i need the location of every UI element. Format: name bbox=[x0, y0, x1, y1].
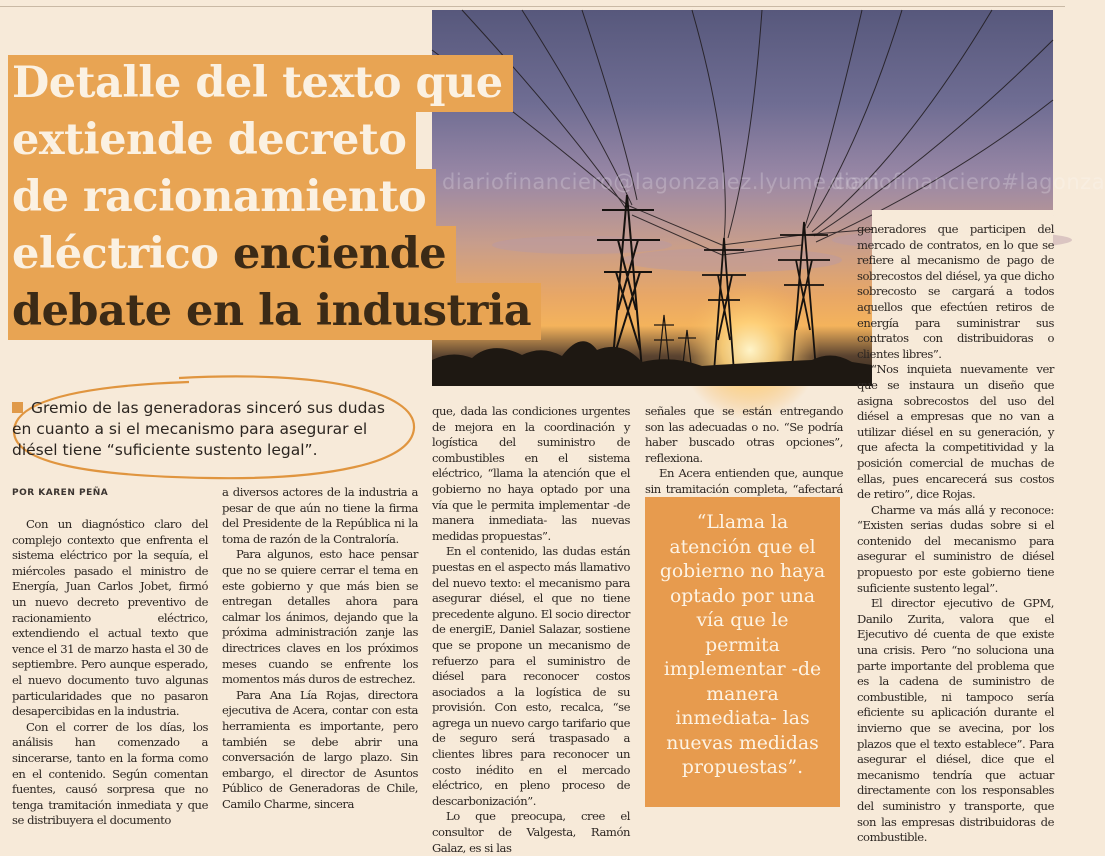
watermark-right: diariofinanciero#lagonza bbox=[830, 170, 1105, 194]
watermark-left: diariofinanciero@lagonzalez.lyume.com bbox=[442, 170, 880, 194]
paragraph: Con el correr de los días, los análisis han comenzado a sincerarse, tanto en la forma como en el contenido. Según comentan fuentes, causó sorpresa que no tenga tramitación inmediata y que se distribuyera el documento bbox=[12, 719, 208, 828]
square-bullet-icon bbox=[12, 402, 23, 413]
column-3 bbox=[432, 404, 630, 856]
top-rule bbox=[0, 6, 1065, 7]
paragraph: que, dada las condiciones urgentes de mejora en la coordinación y logística del suministro de combustibles en el sistema eléctrico, “llama la atención que el gobierno no haya optado por una vía que le permita implementar -de manera inmediata- las nuevas medidas propuestas”. bbox=[432, 404, 630, 543]
pull-quote: “Llama la atención que el gobierno no haya optado por una vía que le permita implementar -de manera inmediata- las nuevas medidas propuestas”. bbox=[645, 497, 840, 807]
headline-line-1: Detalle del texto que bbox=[8, 55, 608, 112]
paragraph: “Nos inquieta nuevamente ver que se instaura un diseño que asigna sobrecostos del uso del diésel a empresas que no van a utilizar diésel en su generación, y que afecta la competitividad y la posición comercial de muchas de ellas, pues encarecerá sus costos de retiro”, dice Rojas. bbox=[857, 362, 1054, 502]
headline bbox=[8, 55, 608, 340]
paragraph: En el contenido, las dudas están puestas en el aspecto más llamativo del nuevo texto: el mecanismo para asegurar diésel, el que no tiene precedente alguno. El socio director de energiE, Daniel Salazar, sostiene que se propone un mecanismo de refuerzo para el suministro de diésel para reconocer costos asociados a la logística de su provisión. Con esto, recalca, “se agrega un nuevo cargo tarifario que de seguro será traspasado a clientes libres para reconocer un costo inédito en el mercado eléctrico, en pleno proceso de descarbonización”. bbox=[432, 544, 630, 808]
paragraph: En Acera entienden que, aunque sin tramitación completa, “afectará bbox=[645, 466, 843, 496]
column-2 bbox=[222, 485, 418, 812]
column-1 bbox=[12, 517, 208, 829]
paragraph: Para algunos, esto hace pensar que no se quiere cerrar el tema en este gobierno y que más bien se entregan detalles ahora para calmar los ánimos, dejando que la próxima administración zanje las directrices claves en los próximos meses cuando se enfrente los momentos más duros de estrechez. bbox=[222, 547, 418, 687]
paragraph: generadores que participen del mercado de contratos, en lo que se refiere al mecanismo de pago de sobrecostos del diésel, ya que dicho sobrecosto se cargará a todos aquellos que efectúen retiros de energía para suministrar sus contratos con distribuidoras o clientes libres”. bbox=[857, 222, 1054, 361]
paragraph: Con un diagnóstico claro del complejo contexto que enfrenta el sistema eléctrico por la sequía, el miércoles pasado el ministro de Energía, Juan Carlos Jobet, firmó un nuevo decreto preventivo de racionamiento eléctrico, extendiendo el actual texto que vence el 31 de marzo hasta el 30 de septiembre. Pero aunque esperado, el nuevo documento tuvo algunas particularidades que no pasaron desapercibidas en la industria. bbox=[12, 517, 208, 719]
paragraph: Para Ana Lía Rojas, directora ejecutiva de Acera, contar con esta herramienta es importante, pero también se debe abrir una conversación de largo plazo. Sin embargo, el director de Asuntos Público de Generadoras de Chile, Camilo Charme, sincera bbox=[222, 687, 418, 811]
headline-line-5: debate en la industria bbox=[8, 283, 608, 340]
column-5 bbox=[857, 222, 1054, 846]
paragraph: señales que se están entregando son las adecuadas o no. “Se podría haber buscado otras opciones”, reflexiona. bbox=[645, 404, 843, 465]
headline-line-2: extiende decreto bbox=[8, 112, 608, 169]
byline: POR KAREN PEÑA bbox=[12, 488, 109, 498]
headline-line-4: eléctrico enciende bbox=[8, 226, 608, 283]
paragraph: El director ejecutivo de GPM, Danilo Zurita, valora que el Ejecutivo dé cuenta de que existe una crisis. Pero “no soluciona una parte importante del problema que es la cadena de suministro de combustible, ni tampoco sería eficiente su aplicación durante el invierno que se avecina, por los plazos que el texto establece”. Para asegurar el diésel, dice que el mecanismo tendría que actuar directamente con los responsables del suministro y transporte, que son las empresas distribuidoras de combustible. bbox=[857, 596, 1054, 845]
paragraph: a diversos actores de la industria a pesar de que aún no tiene la firma del Presidente de la República ni la toma de razón de la Contraloría. bbox=[222, 485, 418, 546]
paragraph: Lo que preocupa, cree el consultor de Valgesta, Ramón Galaz, es si las bbox=[432, 809, 630, 855]
headline-line-3: de racionamiento bbox=[8, 169, 608, 226]
paragraph: Charme va más allá y reconoce: “Existen serias dudas sobre si el contenido del mecanismo para asegurar el suministro de diésel propuesto por este gobierno tiene suficiente sustento legal”. bbox=[857, 502, 1054, 595]
subhead: Gremio de las generadoras sinceró sus dudas en cuanto a si el mecanismo para asegurar el diésel tiene “suficiente sustento legal”. bbox=[12, 399, 385, 459]
